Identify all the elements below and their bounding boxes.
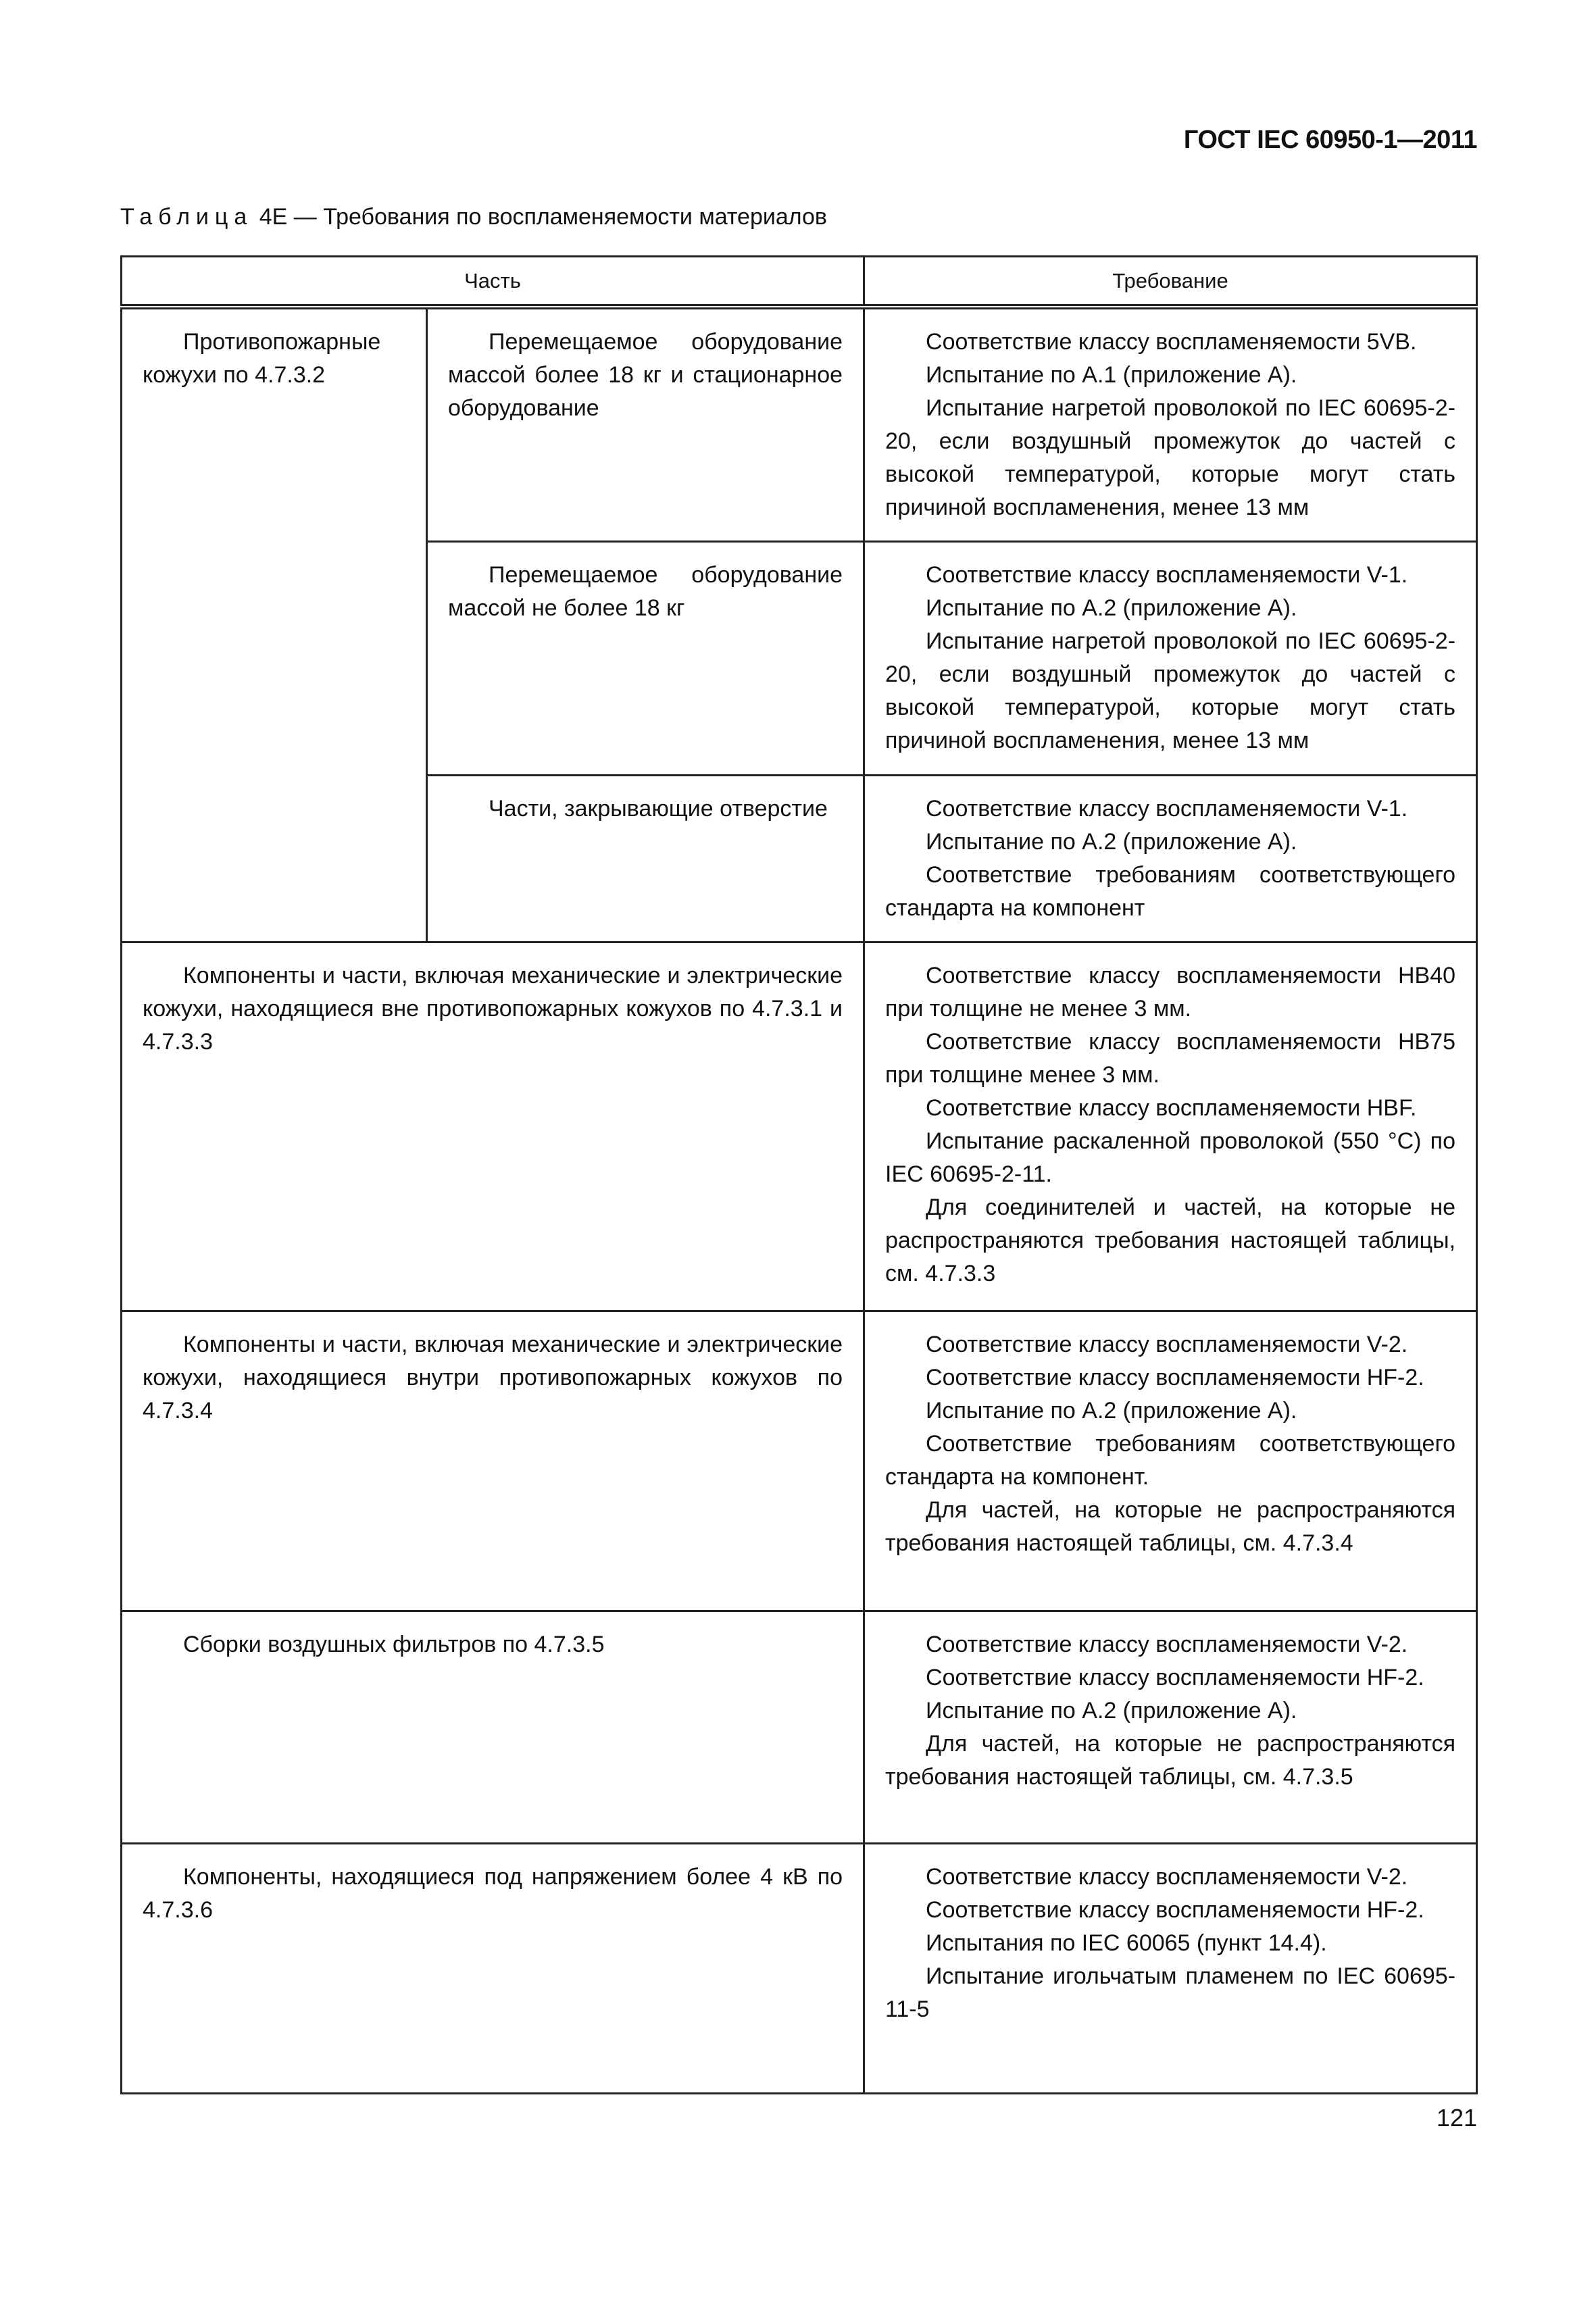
part-cell	[427, 776, 864, 942]
table-row	[122, 942, 1477, 1311]
table-row	[122, 1611, 1477, 1844]
requirement-line: Соответствие классу воспламеняемости HF-2.	[926, 1897, 1424, 1923]
flammability-table	[120, 255, 1478, 2094]
requirement-line: Соответствие классу воспламеняемости V-1.	[926, 796, 1408, 822]
header-requirement: Требование	[864, 257, 1477, 307]
part-text: Компоненты и части, включая механические и электрические кожухи, находящиеся вне противопожарных кожухов по 4.7.3.1 и 4.7.3.3	[143, 963, 843, 1055]
requirement-line: Соответствие классу воспламеняемости V-2.	[926, 1632, 1408, 1657]
requirement-line: Соответствие классу воспламеняемости V-1.	[926, 562, 1408, 588]
requirement-line: Соответствие классу воспламеняемости НВ40 при толщине не менее 3 мм.	[885, 963, 1456, 1022]
requirement-line: Соответствие классу воспламеняемости HBF.	[926, 1095, 1417, 1121]
table-caption	[120, 204, 827, 230]
part-text: Компоненты, находящиеся под напряжением более 4 кВ по 4.7.3.6	[143, 1864, 843, 1923]
requirement-line: Соответствие классу воспламеняемости НВ75 при толщине менее 3 мм.	[885, 1029, 1456, 1088]
header-part: Часть	[122, 257, 864, 307]
group-label-cell	[122, 307, 427, 942]
part-cell	[122, 1844, 864, 2094]
part-cell	[122, 1611, 864, 1844]
group-label: Противопожарные кожухи по 4.7.3.2	[143, 329, 381, 388]
part-text: Перемещаемое оборудование массой не более 18 кг	[448, 562, 843, 621]
requirement-line: Испытание по А.2 (приложение А).	[926, 1698, 1297, 1724]
requirement-cell	[864, 1311, 1477, 1611]
part-cell	[122, 942, 864, 1311]
requirement-line: Испытание по А.2 (приложение А).	[926, 829, 1297, 855]
table-caption-prefix: Таблица	[120, 204, 253, 230]
part-cell	[122, 1311, 864, 1611]
requirement-line: Для частей, на которые не распространяются требования настоящей таблицы, см. 4.7.3.4	[885, 1497, 1456, 1556]
requirement-line: Соответствие классу воспламеняемости V-2.	[926, 1864, 1408, 1890]
requirement-line: Испытание по А.2 (приложение А).	[926, 1398, 1297, 1424]
part-cell	[427, 307, 864, 542]
requirement-cell	[864, 776, 1477, 942]
requirement-line: Испытание нагретой проволокой по IEC 60695-2-20, если воздушный промежуток до частей с высокой температурой, которые могут стать причиной воспламенения, менее 13 мм	[885, 628, 1456, 753]
requirement-line: Испытания по IEC 60065 (пункт 14.4).	[926, 1930, 1327, 1956]
requirement-cell	[864, 542, 1477, 776]
part-cell	[427, 542, 864, 776]
requirement-line: Соответствие классу воспламеняемости HF-2.	[926, 1365, 1424, 1390]
table-row	[122, 307, 1477, 542]
requirement-line: Соответствие классу воспламеняемости V-2.	[926, 1332, 1408, 1357]
requirement-line: Соответствие требованиям соответствующего стандарта на компонент.	[885, 1431, 1456, 1490]
requirement-line: Соответствие классу воспламеняемости HF-2.	[926, 1665, 1424, 1690]
requirement-line: Соответствие требованиям соответствующего стандарта на компонент	[885, 862, 1456, 921]
requirement-line: Испытание по А.2 (приложение А).	[926, 595, 1297, 621]
part-text: Части, закрывающие отверстие	[489, 796, 828, 822]
requirement-line: Для частей, на которые не распространяются требования настоящей таблицы, см. 4.7.3.5	[885, 1731, 1456, 1790]
document-code: ГОСТ IEC 60950-1—2011	[1183, 126, 1477, 154]
table-caption-text: 4Е — Требования по воспламеняемости материалов	[253, 204, 827, 230]
part-text: Перемещаемое оборудование массой более 18 кг и стационарное оборудование	[448, 329, 843, 421]
page-number: 121	[1436, 2104, 1477, 2132]
table-row	[122, 1311, 1477, 1611]
requirement-line: Испытание раскаленной проволокой (550 °С) по IEC 60695-2-11.	[885, 1128, 1456, 1187]
part-text: Сборки воздушных фильтров по 4.7.3.5	[183, 1632, 605, 1657]
requirement-line: Испытание по А.1 (приложение А).	[926, 362, 1297, 388]
requirement-line: Соответствие классу воспламеняемости 5VB.	[926, 329, 1417, 355]
requirement-line: Испытание игольчатым пламенем по IEC 60695-11-5	[885, 1963, 1456, 2022]
requirement-cell	[864, 942, 1477, 1311]
part-text: Компоненты и части, включая механические и электрические кожухи, находящиеся внутри противопожарных кожухов по 4.7.3.4	[143, 1332, 843, 1424]
requirement-line: Для соединителей и частей, на которые не распространяются требования настоящей таблицы, см. 4.7.3.3	[885, 1194, 1456, 1286]
requirement-cell	[864, 1611, 1477, 1844]
requirement-line: Испытание нагретой проволокой по IEC 60695-2-20, если воздушный промежуток до частей с высокой температурой, которые могут стать причиной воспламенения, менее 13 мм	[885, 395, 1456, 520]
table-row	[122, 1844, 1477, 2094]
table-header-row	[122, 257, 1477, 307]
requirement-cell	[864, 307, 1477, 542]
requirement-cell	[864, 1844, 1477, 2094]
